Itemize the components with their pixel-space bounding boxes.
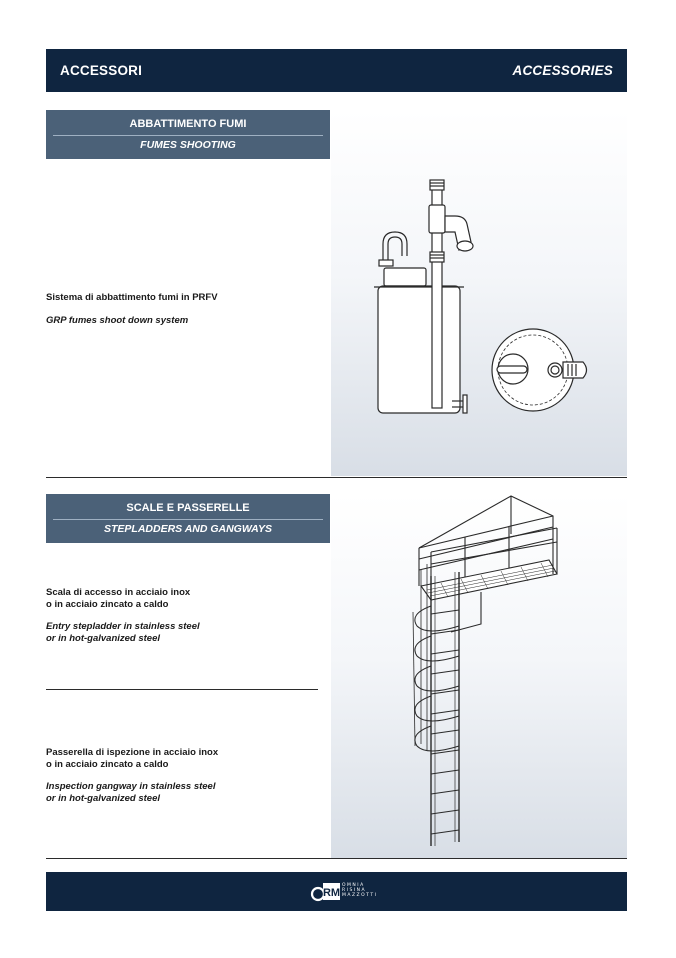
description-it: Passerella di ispezione in acciaio inox o in acciaio zincato a caldo (46, 747, 219, 770)
section-fumes-heading (46, 110, 330, 159)
section-title-divider (53, 135, 323, 136)
section-title-divider (53, 519, 323, 520)
gangway-description (46, 747, 218, 804)
page-footer (46, 872, 627, 911)
fume-abatement-illustration (331, 110, 627, 476)
logo-words (342, 883, 377, 898)
section-stepladders-heading (46, 494, 330, 543)
logo-word: RISINA (342, 888, 367, 893)
section-title-en: STEPLADDERS AND GANGWAYS (103, 523, 272, 535)
fume-abatement-drawing-icon (331, 110, 627, 476)
description-en: Entry stepladder in stainless steel or in hot-galvanized steel (46, 621, 200, 644)
section-title-it: ABBATTIMENTO FUMI (129, 118, 247, 130)
logo-mark: RM (322, 887, 341, 899)
section-title-it: SCALE E PASSERELLE (126, 502, 250, 514)
description-it: Scala di accesso in acciaio inox o in acciaio zincato a caldo (46, 587, 191, 610)
section-divider (46, 477, 627, 478)
description-it: Sistema di abbattimento fumi in PRFV (46, 292, 218, 303)
section-divider (46, 858, 627, 859)
header-title-it: ACCESSORI (60, 63, 143, 78)
header-title-en: ACCESSORIES (512, 63, 613, 78)
logo-word: MAZZOTTI (342, 893, 378, 898)
stepladder-gangway-drawing-icon (331, 494, 627, 858)
stepladder-description (46, 587, 200, 644)
page-header (46, 49, 627, 92)
description-en: Inspection gangway in stainless steel or in hot-galvanized steel (46, 781, 216, 804)
section-title-en: FUMES SHOOTING (140, 139, 236, 151)
description-en: GRP fumes shoot down system (46, 314, 189, 326)
item-divider (46, 689, 318, 690)
stepladder-illustration (331, 494, 627, 858)
logo-word: OMNIA (342, 883, 365, 888)
fumes-description (46, 292, 218, 326)
